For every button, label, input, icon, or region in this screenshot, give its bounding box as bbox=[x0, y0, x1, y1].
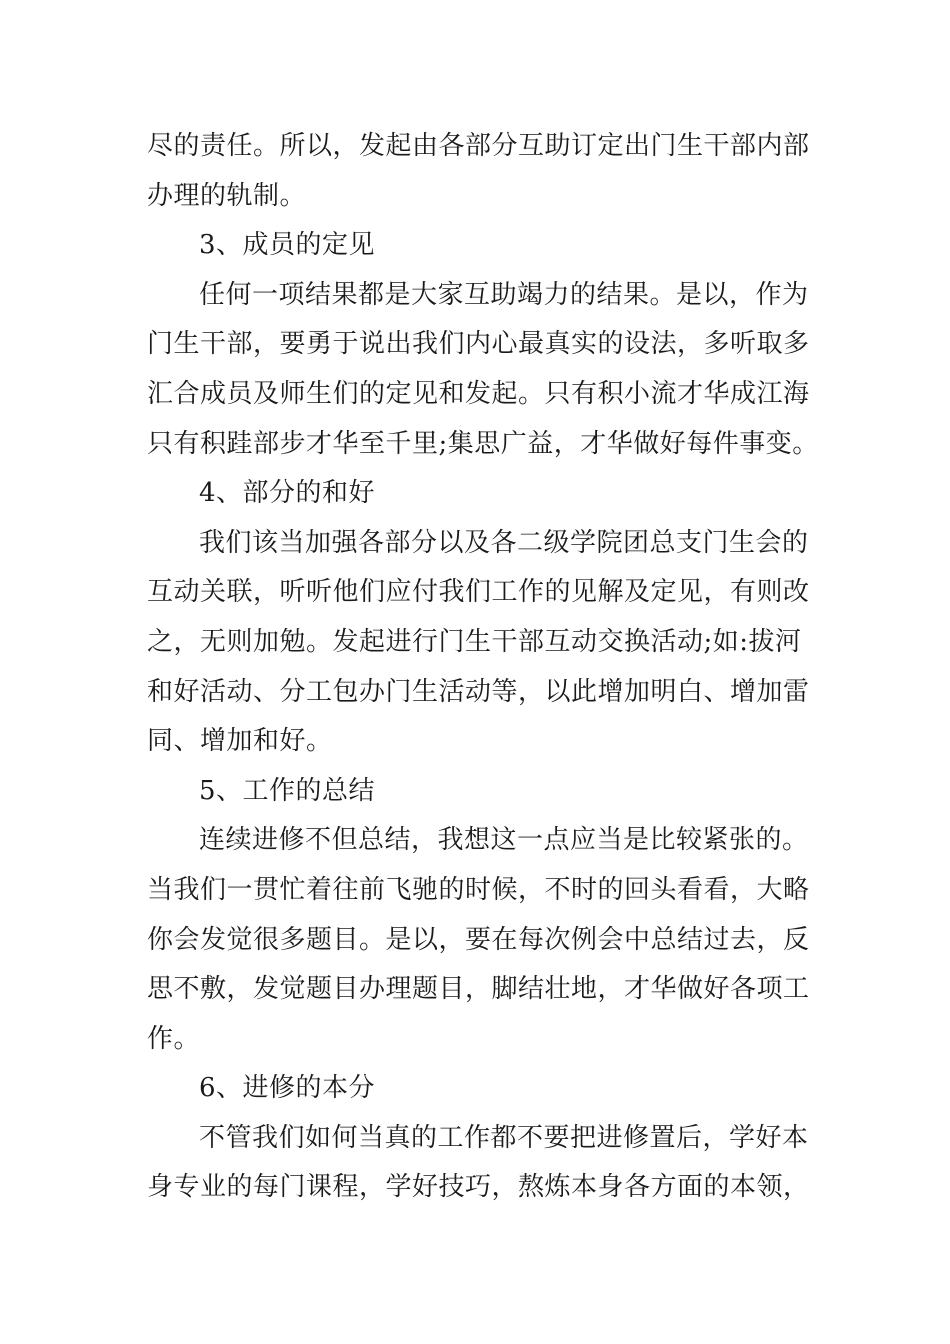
paragraph-work-summary bbox=[147, 816, 810, 1064]
text-line: 任何一项结果都是大家互助竭力的结果。是以，作为 bbox=[199, 279, 809, 310]
text-line: 互动关联，听听他们应付我们工作的见解及定见，有则改 bbox=[147, 577, 810, 608]
text-line: 和好活动、分工包办门生活动等，以此增加明白、增加雷 bbox=[147, 676, 810, 707]
text-line: 不管我们如何当真的工作都不要把进修置后，学好本 bbox=[199, 1122, 809, 1153]
document-body bbox=[147, 122, 819, 1213]
section-heading-work-summary bbox=[147, 767, 807, 817]
section-heading-department-harmony bbox=[147, 469, 807, 519]
text-line: 汇合成员及师生们的定见和发起。只有积小流才华成江海 bbox=[147, 378, 810, 409]
text-line: 尽的责任。所以，发起由各部分互助订定出门生干部内部 bbox=[147, 131, 810, 161]
text-line: 思不敷，发觉题目办理题目，脚结壮地，才华做好各项工 bbox=[147, 974, 810, 1005]
heading-text: 6、进修的本分 bbox=[199, 1073, 376, 1104]
text-line: 门生干部，要勇于说出我们内心最真实的设法，多听取多 bbox=[147, 329, 810, 360]
section-heading-study-duty bbox=[147, 1064, 807, 1114]
text-line: 我们该当加强各部分以及各二级学院团总支门生会的 bbox=[199, 527, 809, 558]
text-line: 连续进修不但总结，我想这一点应当是比较紧张的。 bbox=[199, 825, 809, 856]
section-heading-members-opinions bbox=[147, 221, 807, 271]
heading-text: 5、工作的总结 bbox=[199, 775, 376, 806]
text-line: 只有积跬部步才华至千里;集思广益，才华做好每件事变。 bbox=[147, 428, 819, 459]
text-line: 办理的轨制。 bbox=[147, 180, 307, 211]
text-line: 同、增加和好。 bbox=[147, 726, 333, 757]
text-line: 当我们一贯忙着往前飞驰的时候，不时的回头看看，大略 bbox=[147, 874, 810, 905]
paragraph-department-harmony bbox=[147, 519, 810, 767]
text-line: 之，无则加勉。发起进行门生干部互动交换活动;如:拔河 bbox=[147, 626, 802, 657]
text-line: 身专业的每门课程，学好技巧，熬炼本身各方面的本领， bbox=[147, 1172, 810, 1203]
paragraph-study-duty bbox=[147, 1114, 810, 1213]
paragraph-members-opinions bbox=[147, 271, 819, 469]
paragraph-responsibility bbox=[147, 122, 810, 221]
text-line: 你会发觉很多题目。是以，要在每次例会中总结过去，反 bbox=[147, 924, 810, 955]
heading-text: 3、成员的定见 bbox=[199, 230, 376, 261]
heading-text: 4、部分的和好 bbox=[199, 478, 376, 509]
text-line: 作。 bbox=[147, 1023, 201, 1054]
